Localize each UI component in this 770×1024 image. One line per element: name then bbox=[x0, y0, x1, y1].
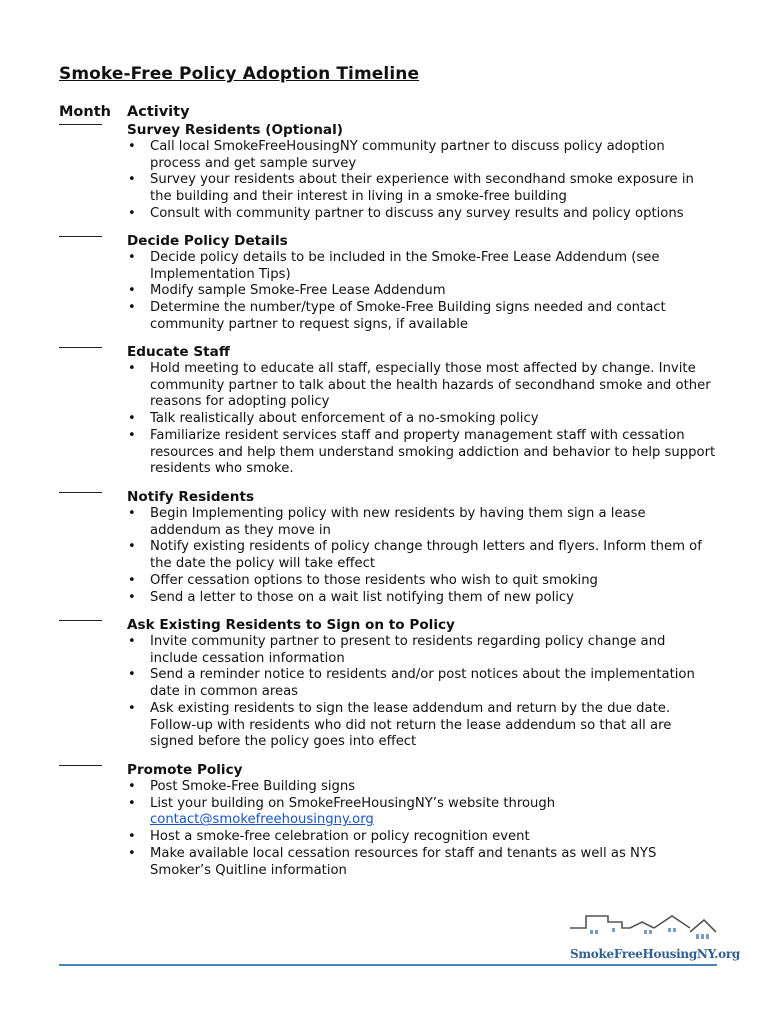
month-blank-line bbox=[59, 492, 102, 493]
list-item: • Determine the number/type of Smoke-Free Building signs needed and contact community partner to request signs, if available bbox=[127, 300, 717, 333]
section-title: Notify Residents bbox=[127, 489, 255, 505]
section-title: Survey Residents (Optional) bbox=[127, 122, 343, 138]
list-item: • Host a smoke-free celebration or policy recognition event bbox=[127, 829, 717, 846]
list-item: • Begin Implementing policy with new residents by having them sign a lease addendum as they move in bbox=[127, 506, 717, 539]
list-item: • Hold meeting to educate all staff, especially those most affected by change. Invite community partner to talk about the health hazards of secondhand smoke and other reasons for adopting policy bbox=[127, 361, 717, 411]
activity-list bbox=[127, 139, 717, 223]
month-blank-line bbox=[59, 124, 102, 125]
list-item: • Call local SmokeFreeHousingNY community partner to discuss policy adoption process and get sample survey bbox=[127, 139, 717, 172]
month-blank-line bbox=[59, 347, 102, 348]
activity-list bbox=[127, 361, 717, 478]
list-item: • Notify existing residents of policy change through letters and flyers. Inform them of the date the policy will take effect bbox=[127, 539, 717, 572]
section-title: Educate Staff bbox=[127, 344, 230, 360]
activity-list bbox=[127, 634, 717, 751]
month-blank-line bbox=[59, 620, 102, 621]
footer-divider bbox=[59, 964, 717, 966]
contact-email-link[interactable]: contact@smokefreehousingny.org bbox=[150, 812, 374, 828]
activity-list bbox=[127, 779, 717, 879]
logo-text: SmokeFreeHousingNY.org bbox=[570, 947, 740, 961]
activity-column-header: Activity bbox=[127, 104, 190, 120]
activity-list bbox=[127, 506, 717, 606]
month-blank-line bbox=[59, 765, 102, 766]
list-item: • Consult with community partner to discuss any survey results and policy options bbox=[127, 206, 717, 223]
list-item: • Post Smoke-Free Building signs bbox=[127, 779, 717, 796]
list-item: • Send a reminder notice to residents and/or post notices about the implementation date in common areas bbox=[127, 667, 717, 700]
list-item bbox=[127, 796, 717, 829]
list-item: • Ask existing residents to sign the lease addendum and return by the due date. Follow-up with residents who did not return the lease addendum so that all are signed before the policy goes into effect bbox=[127, 701, 717, 751]
list-item: • Send a letter to those on a wait list notifying them of new policy bbox=[127, 590, 717, 607]
list-item: • Talk realistically about enforcement of a no-smoking policy bbox=[127, 411, 717, 428]
activity-list bbox=[127, 250, 717, 334]
list-item: • Offer cessation options to those residents who wish to quit smoking bbox=[127, 573, 717, 590]
list-item-text: List your building on SmokeFreeHousingNY’s website through bbox=[150, 795, 556, 811]
document-title: Smoke-Free Policy Adoption Timeline bbox=[59, 64, 420, 84]
month-column-header: Month bbox=[59, 104, 111, 120]
list-item: • Decide policy details to be included in the Smoke-Free Lease Addendum (see Implementation Tips) bbox=[127, 250, 717, 283]
list-item: • Invite community partner to present to residents regarding policy change and include cessation information bbox=[127, 634, 717, 667]
section-title: Decide Policy Details bbox=[127, 233, 288, 249]
section-title: Ask Existing Residents to Sign on to Policy bbox=[127, 617, 455, 633]
list-item: • Modify sample Smoke-Free Lease Addendum bbox=[127, 283, 717, 300]
month-blank-line bbox=[59, 236, 102, 237]
section-title: Promote Policy bbox=[127, 762, 243, 778]
list-item: • Survey your residents about their experience with secondhand smoke exposure in the building and their interest in living in a smoke-free building bbox=[127, 172, 717, 205]
list-item: • Make available local cessation resources for staff and tenants as well as NYS Smoker’s Quitline information bbox=[127, 846, 717, 879]
list-item: • Familiarize resident services staff and property management staff with cessation resources and help them understand smoking addiction and behavior to help support residents who smoke. bbox=[127, 428, 717, 478]
